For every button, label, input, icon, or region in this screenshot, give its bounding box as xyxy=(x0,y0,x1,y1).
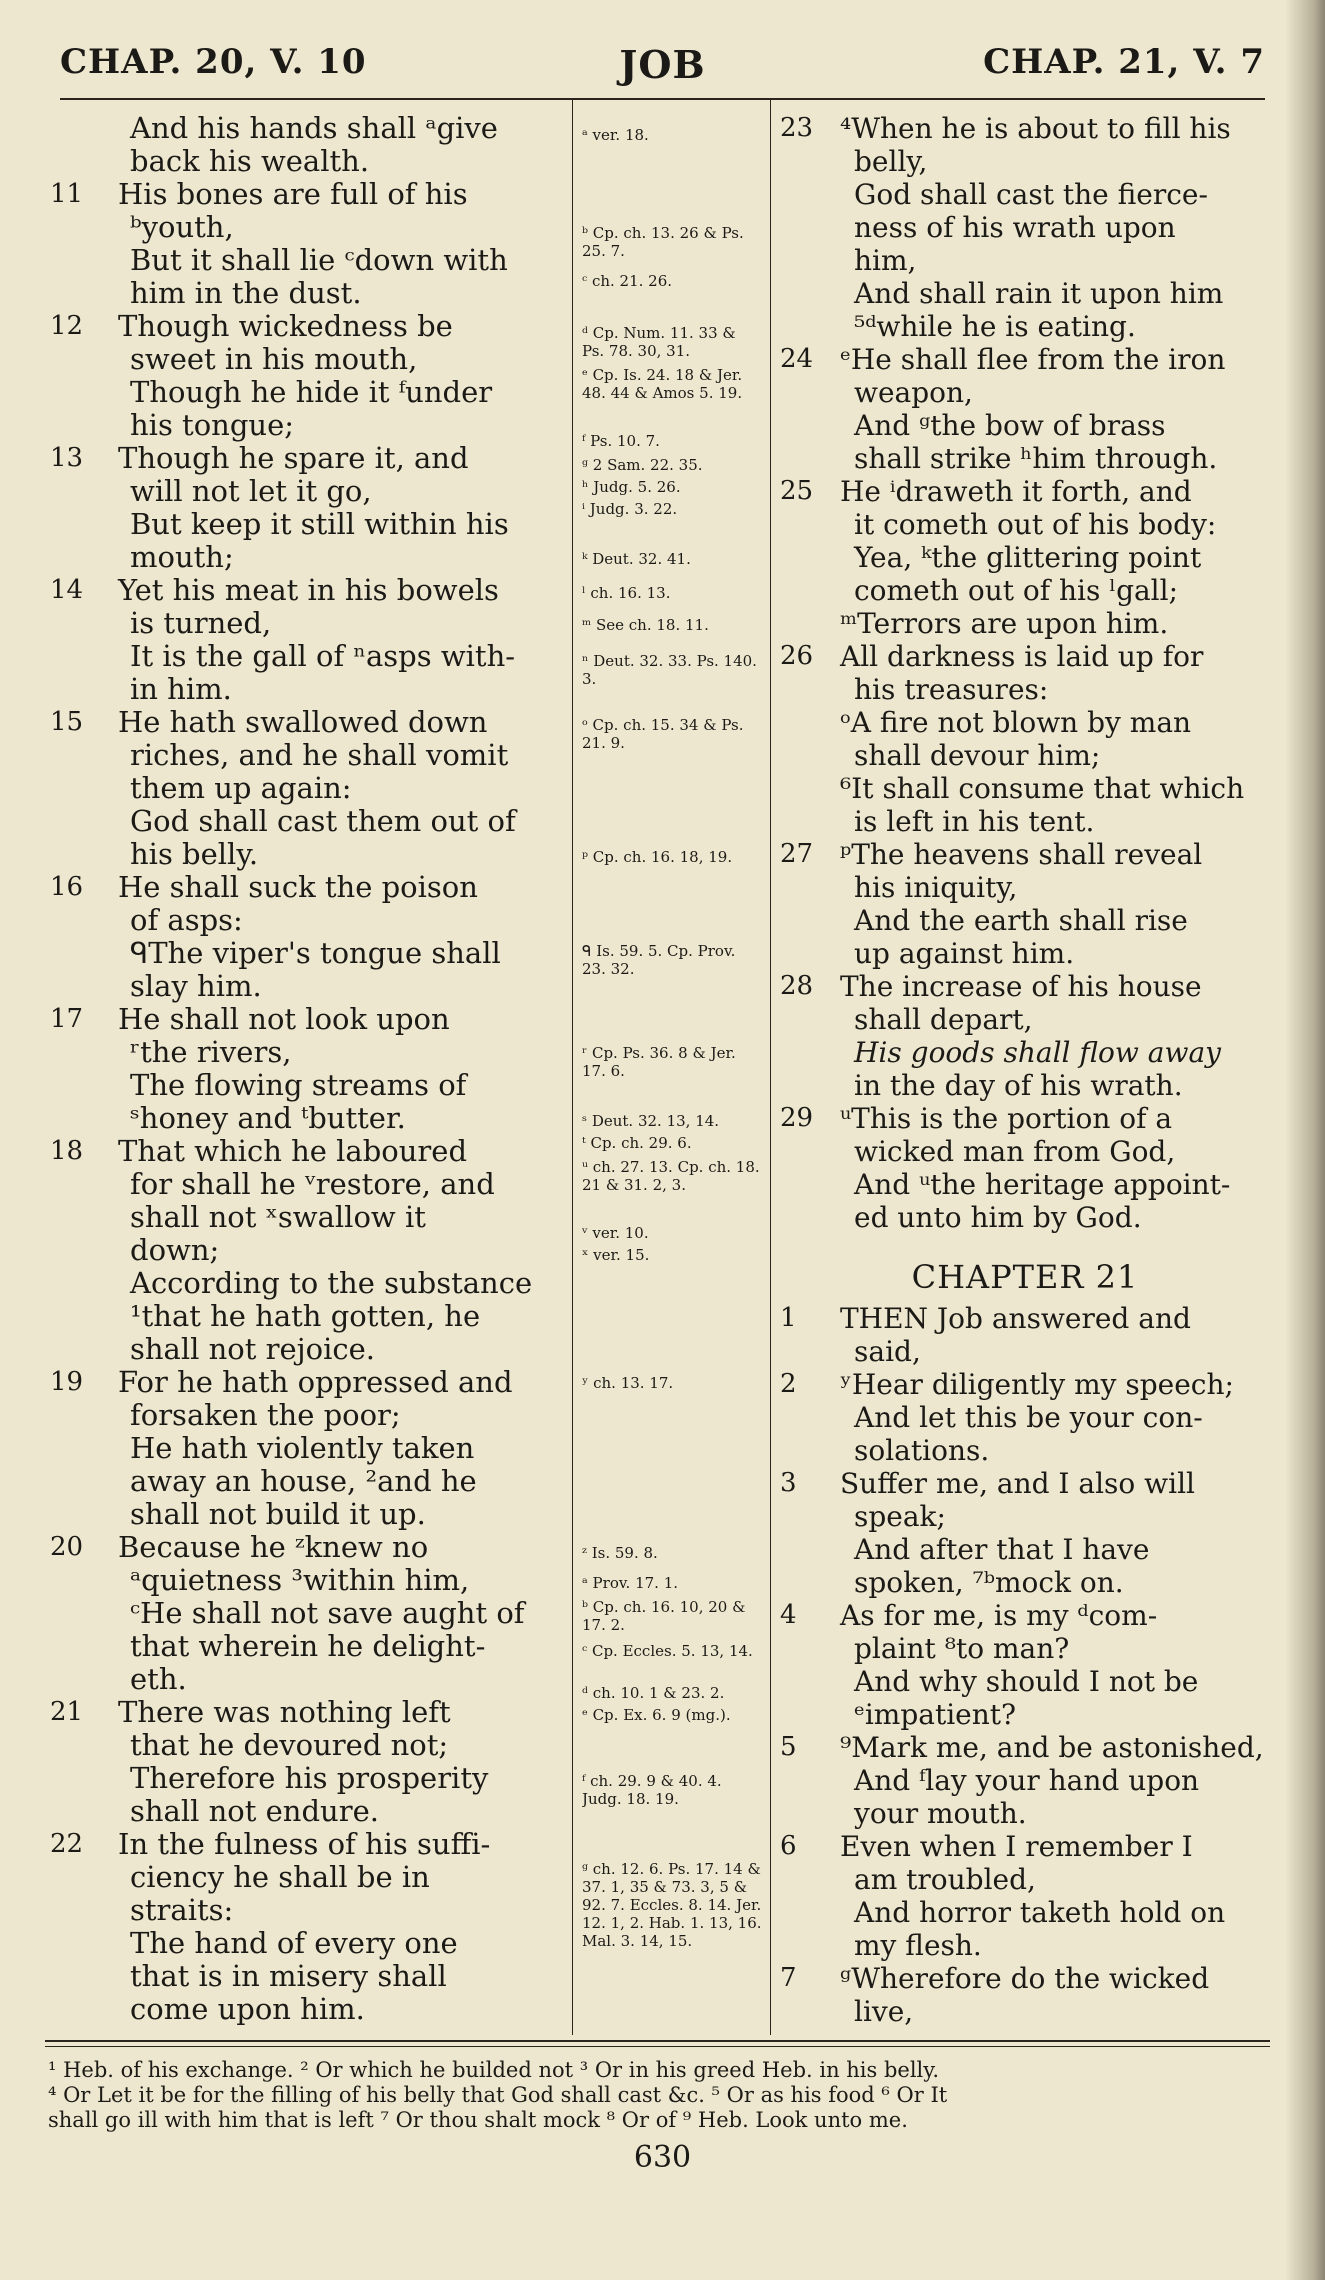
verse-line: ᵘThis is the portion of a xyxy=(840,1102,1173,1135)
verse-line: spoken, ⁷ᵇmock on. xyxy=(854,1566,1124,1599)
verse-number: 27 xyxy=(780,839,814,869)
verse-number: 3 xyxy=(780,1468,797,1498)
verse-21-2 xyxy=(780,1368,1270,1467)
verse-line: mouth; xyxy=(130,540,234,574)
verse-number: 23 xyxy=(780,113,814,143)
verse-line: And his hands shall ᵃgive xyxy=(130,112,498,145)
verse-line: belly, xyxy=(854,145,928,178)
verse-line: ⁴When he is about to fill his xyxy=(840,112,1231,145)
verse-line: shall depart, xyxy=(854,1003,1033,1036)
verse-line: That which he laboured xyxy=(118,1134,468,1168)
cross-reference: ˡ ch. 16. 13. xyxy=(582,584,671,602)
verse-line: The flowing streams of xyxy=(130,1068,467,1102)
column-divider-left xyxy=(572,100,573,2035)
verse-line: All darkness is laid up for xyxy=(840,640,1204,673)
verse-line: And horror taketh hold on xyxy=(854,1896,1226,1929)
verse-line: him in the dust. xyxy=(130,276,362,310)
verse-line: that he devoured not; xyxy=(130,1728,449,1762)
verse-20-24 xyxy=(780,343,1270,475)
verse-line: riches, and he shall vomit xyxy=(130,738,509,772)
verse-line: ᵖThe heavens shall reveal xyxy=(840,838,1203,871)
verse-number: 18 xyxy=(50,1136,84,1166)
verse-line: ciency he shall be in xyxy=(130,1860,430,1894)
verse-line: ᵐTerrors are upon him. xyxy=(840,607,1169,640)
verse-number: 28 xyxy=(780,971,814,1001)
verse-line: Even when I remember I xyxy=(840,1830,1193,1863)
verse-line: He shall not look upon xyxy=(118,1002,450,1036)
verse-line: But keep it still within his xyxy=(130,507,509,541)
verse-line: up against him. xyxy=(854,937,1075,970)
verse-line: ᵃquietness ³within him, xyxy=(130,1563,470,1597)
verse-line: There was nothing left xyxy=(118,1695,451,1729)
verse-number: 7 xyxy=(780,1963,797,1993)
verse-20-28 xyxy=(780,970,1270,1102)
verse-line: away an house, ²and he xyxy=(130,1464,477,1498)
cross-reference: ᵘ ch. 27. 13. Cp. ch. 18. 21 & 31. 2, 3. xyxy=(582,1158,760,1194)
verse-line: live, xyxy=(854,1995,914,2028)
verse-line: of asps: xyxy=(130,903,243,937)
verse-line: slay him. xyxy=(130,969,262,1003)
verse-line: ⁹Mark me, and be astonished, xyxy=(840,1731,1264,1764)
verse-line: Though wickedness be xyxy=(118,309,453,343)
verse-line: And ᵘthe heritage appoint- xyxy=(854,1168,1231,1201)
verse-line: And ᶠlay your hand upon xyxy=(854,1764,1200,1797)
verse-line: God shall cast them out of xyxy=(130,804,516,838)
verse-line: His goods shall flow away xyxy=(854,1036,1221,1069)
cross-reference: ˣ ver. 15. xyxy=(582,1246,650,1264)
verse-line: And shall rain it upon him xyxy=(854,277,1224,310)
cross-reference: ˢ Deut. 32. 13, 14. xyxy=(582,1112,720,1130)
cross-reference: ᵒ Cp. ch. 15. 34 & Ps. 21. 9. xyxy=(582,716,744,752)
verse-20-29 xyxy=(780,1102,1270,1234)
verse-20-22 xyxy=(50,1828,562,2026)
verse-line: solations. xyxy=(854,1434,990,1467)
cross-reference: ᵛ ver. 10. xyxy=(582,1224,649,1242)
verse-20-16 xyxy=(50,871,562,1003)
verse-20-15 xyxy=(50,706,562,871)
verse-number: 21 xyxy=(50,1697,84,1727)
verse-line: that wherein he delight- xyxy=(130,1629,486,1663)
verse-line: ᶜHe shall not save aught of xyxy=(130,1596,525,1630)
verse-line: plaint ⁸to man? xyxy=(854,1632,1070,1665)
verse-line: ᵍWherefore do the wicked xyxy=(840,1962,1210,1995)
verse-line: In the fulness of his suffi- xyxy=(118,1827,491,1861)
verse-number: 12 xyxy=(50,311,84,341)
verse-line: ness of his wrath upon xyxy=(854,211,1176,244)
footnote-line: ¹ Heb. of his exchange. ² Or which he builded not ³ Or in his greed Heb. in his belly. xyxy=(48,2058,940,2082)
verse-number: 19 xyxy=(50,1367,84,1397)
cross-reference: ᵈ Cp. Num. 11. 33 & Ps. 78. 30, 31. xyxy=(582,324,736,360)
verse-number: 4 xyxy=(780,1600,797,1630)
verse-line: weapon, xyxy=(854,376,973,409)
header-rule xyxy=(60,98,1265,100)
verse-line: will not let it go, xyxy=(130,474,372,508)
verse-line: Therefore his prosperity xyxy=(130,1761,489,1795)
footnote-line: ⁴ Or Let it be for the filling of his belly that God shall cast &c. ⁵ Or as his food ⁶ Or It xyxy=(48,2083,948,2107)
verse-20-19 xyxy=(50,1366,562,1531)
cross-reference: ᵉ Cp. Ex. 6. 9 (mg.). xyxy=(582,1706,731,1724)
verse-line: shall strike ʰhim through. xyxy=(854,442,1218,475)
cross-reference: ᵍ 2 Sam. 22. 35. xyxy=(582,456,703,474)
verse-line: It is the gall of ⁿasps with- xyxy=(130,639,516,673)
verse-number: 24 xyxy=(780,344,814,374)
verse-line: eth. xyxy=(130,1662,187,1696)
verse-line: in the day of his wrath. xyxy=(854,1069,1183,1102)
verse-line: sweet in his mouth, xyxy=(130,342,418,376)
verse-line: ᵉimpatient? xyxy=(854,1698,1017,1731)
cross-reference: ᵍ ch. 12. 6. Ps. 17. 14 & 37. 1, 35 & 73. 3, 5 & 92. 7. Eccles. 8. 14. Jer. 12. 1, 2. Hab. 1. 13, 16. Mal. 3. 14, 15. xyxy=(582,1860,762,1950)
verse-line: ʸHear diligently my speech; xyxy=(840,1368,1234,1401)
cross-reference: ʸ ch. 13. 17. xyxy=(582,1374,674,1392)
left-text-column xyxy=(50,112,562,2032)
verse-number: 26 xyxy=(780,641,814,671)
verse-number: 16 xyxy=(50,872,84,902)
cross-reference: ᶜ Cp. Eccles. 5. 13, 14. xyxy=(582,1642,753,1660)
verse-line: down; xyxy=(130,1233,220,1267)
verse-line: ᑫThe viper's tongue shall xyxy=(130,936,501,970)
verse-line: Yet his meat in his bowels xyxy=(118,573,499,607)
verse-line: God shall cast the fierce- xyxy=(854,178,1208,211)
verse-20-27 xyxy=(780,838,1270,970)
verse-21-3 xyxy=(780,1467,1270,1599)
verse-20-25 xyxy=(780,475,1270,640)
cross-reference-column xyxy=(582,112,762,2032)
verse-line: am troubled, xyxy=(854,1863,1036,1896)
verse-line: ed unto him by God. xyxy=(854,1201,1142,1234)
verse-line: And let this be your con- xyxy=(854,1401,1203,1434)
verse-line: him, xyxy=(854,244,917,277)
verse-line: He ⁱdraweth it forth, and xyxy=(840,475,1192,508)
column-divider-right xyxy=(770,100,771,2035)
verse-line: And the earth shall rise xyxy=(854,904,1188,937)
verse-line: is turned, xyxy=(130,606,272,640)
verse-line: forsaken the poor; xyxy=(130,1398,401,1432)
verse-line: wicked man from God, xyxy=(854,1135,1176,1168)
verse-line: shall not ˣswallow it xyxy=(130,1200,426,1234)
cross-reference: ⁱ Judg. 3. 22. xyxy=(582,500,678,518)
verse-number: 14 xyxy=(50,575,84,605)
cross-reference: ᶻ Is. 59. 8. xyxy=(582,1544,658,1562)
verse-line: that is in misery shall xyxy=(130,1959,447,1993)
verse-20-21 xyxy=(50,1696,562,1828)
verse-line: shall devour him; xyxy=(854,739,1101,772)
verse-line: his belly. xyxy=(130,837,259,871)
verse-line: As for me, is my ᵈcom- xyxy=(840,1599,1158,1632)
verse-line: And why should I not be xyxy=(854,1665,1199,1698)
verse-20-12 xyxy=(50,310,562,442)
footnotes xyxy=(48,2058,1268,2133)
verse-line: shall not endure. xyxy=(130,1794,379,1828)
verse-21-1 xyxy=(780,1302,1270,1368)
verse-line: For he hath oppressed and xyxy=(118,1365,513,1399)
cross-reference: ᵃ Prov. 17. 1. xyxy=(582,1574,679,1592)
verse-line: Because he ᶻknew no xyxy=(118,1530,429,1564)
verse-line: ¹that he hath gotten, he xyxy=(130,1299,481,1333)
verse-number: 11 xyxy=(50,179,84,209)
footnote-rule xyxy=(45,2040,1270,2042)
cross-reference: ʳ Cp. Ps. 36. 8 & Jer. 17. 6. xyxy=(582,1044,736,1080)
verse-line: his treasures: xyxy=(854,673,1049,706)
verse-number: 25 xyxy=(780,476,814,506)
verse-line: Though he spare it, and xyxy=(118,441,469,475)
verse-number: 1 xyxy=(780,1303,797,1333)
verse-number: 5 xyxy=(780,1732,797,1762)
verse-line: said, xyxy=(854,1335,921,1368)
verse-line: it cometh out of his body: xyxy=(854,508,1217,541)
verse-20-14 xyxy=(50,574,562,706)
cross-reference: ᑫ Is. 59. 5. Cp. Prov. 23. 32. xyxy=(582,942,736,978)
running-header xyxy=(60,42,1265,92)
verse-line: speak; xyxy=(854,1500,946,1533)
verse-line: According to the substance xyxy=(130,1266,533,1300)
chapter-heading: CHAPTER 21 xyxy=(911,1258,1139,1296)
verse-line: THEN Job answered and xyxy=(840,1302,1191,1335)
verse-21-7 xyxy=(780,1962,1270,2028)
verse-line: He hath violently taken xyxy=(130,1431,475,1465)
verse-line: back his wealth. xyxy=(130,144,370,178)
cross-reference: ᶠ Ps. 10. 7. xyxy=(582,432,660,450)
cross-reference: ⁿ Deut. 32. 33. Ps. 140. 3. xyxy=(582,652,757,688)
page-number: 630 xyxy=(633,2140,692,2175)
verse-line: Though he hide it ᶠunder xyxy=(130,375,493,409)
verse-20-11 xyxy=(50,178,562,310)
verse-line: cometh out of his ˡgall; xyxy=(854,574,1179,607)
cross-reference: ᵇ Cp. ch. 16. 10, 20 & 17. 2. xyxy=(582,1598,746,1634)
cross-reference: ᶜ ch. 21. 26. xyxy=(582,272,673,290)
verse-number: 13 xyxy=(50,443,84,473)
verse-20-13 xyxy=(50,442,562,574)
verse-line: ⁵ᵈwhile he is eating. xyxy=(854,310,1136,343)
verse-line: them up again: xyxy=(130,771,352,805)
verse-number: 6 xyxy=(780,1831,797,1861)
verse-line: come upon him. xyxy=(130,1992,365,2026)
verse-line: ᵒA fire not blown by man xyxy=(840,706,1192,739)
verse-21-4 xyxy=(780,1599,1270,1731)
verse-number: 17 xyxy=(50,1004,84,1034)
verse-line: is left in his tent. xyxy=(854,805,1095,838)
verse-number: 29 xyxy=(780,1103,814,1133)
verse-line: But it shall lie ᶜdown with xyxy=(130,243,508,277)
verse-line: He hath swallowed down xyxy=(118,705,488,739)
verse-line: He shall suck the poison xyxy=(118,870,478,904)
header-chapter-start: CHAP. 20, V. 10 xyxy=(60,42,367,82)
header-chapter-end: CHAP. 21, V. 7 xyxy=(983,42,1265,82)
verse-line: his tongue; xyxy=(130,408,295,442)
footnote-line: shall go ill with him that is left ⁷ Or thou shalt mock ⁸ Or of ⁹ Heb. Look unto me. xyxy=(48,2108,908,2132)
cross-reference: ᵖ Cp. ch. 16. 18, 19. xyxy=(582,848,733,866)
cross-reference: ᵈ ch. 10. 1 & 23. 2. xyxy=(582,1684,725,1702)
cross-reference: ᵏ Deut. 32. 41. xyxy=(582,550,691,568)
verse-20-26 xyxy=(780,640,1270,838)
verse-line: straits: xyxy=(130,1893,234,1927)
verse-20-20 xyxy=(50,1531,562,1696)
verse-line: my flesh. xyxy=(854,1929,982,1962)
cross-reference: ᵃ ver. 18. xyxy=(582,126,649,144)
right-text-column xyxy=(780,112,1270,2032)
verse-21-5 xyxy=(780,1731,1270,1830)
verse-21-6 xyxy=(780,1830,1270,1962)
verse-number: 22 xyxy=(50,1829,84,1859)
verse-20-18 xyxy=(50,1135,562,1366)
verse-number: 2 xyxy=(780,1369,797,1399)
verse-line: ⁶It shall consume that which xyxy=(840,772,1245,805)
cross-reference: ᶠ ch. 29. 9 & 40. 4. Judg. 18. 19. xyxy=(582,1772,722,1808)
verse-line: ᵇyouth, xyxy=(130,210,234,244)
verse-line: ʳthe rivers, xyxy=(130,1035,292,1069)
cross-reference: ʰ Judg. 5. 26. xyxy=(582,478,681,496)
verse-line: his iniquity, xyxy=(854,871,1018,904)
cross-reference: ᵐ See ch. 18. 11. xyxy=(582,616,709,634)
header-book-title: JOB xyxy=(619,42,706,87)
verse-line: shall not build it up. xyxy=(130,1497,426,1531)
verse-20-23 xyxy=(780,112,1270,343)
verse-line: shall not rejoice. xyxy=(130,1332,375,1366)
cross-reference: ᵉ Cp. Is. 24. 18 & Jer. 48. 44 & Amos 5. 19. xyxy=(582,366,743,402)
verse-line: for shall he ᵛrestore, and xyxy=(130,1167,495,1201)
verse-line: ᵉHe shall flee from the iron xyxy=(840,343,1226,376)
cross-reference: ᵗ Cp. ch. 29. 6. xyxy=(582,1134,692,1152)
verse-number: 20 xyxy=(50,1532,84,1562)
verse-line: And after that I have xyxy=(854,1533,1150,1566)
verse-line: Suffer me, and I also will xyxy=(840,1467,1196,1500)
verse-20-10 xyxy=(50,112,562,178)
verse-number: 15 xyxy=(50,707,84,737)
verse-line: ˢhoney and ᵗbutter. xyxy=(130,1101,406,1135)
verse-line: your mouth. xyxy=(854,1797,1027,1830)
verse-line: in him. xyxy=(130,672,232,706)
binding-shadow xyxy=(1285,0,1325,2280)
verse-line: The increase of his house xyxy=(840,970,1202,1003)
verse-line: The hand of every one xyxy=(130,1926,458,1960)
verse-line: And ᵍthe bow of brass xyxy=(854,409,1166,442)
verse-line: Yea, ᵏthe glittering point xyxy=(854,541,1202,574)
footnote-rule-thin xyxy=(45,2046,1270,2047)
cross-reference: ᵇ Cp. ch. 13. 26 & Ps. 25. 7. xyxy=(582,224,744,260)
verse-line: His bones are full of his xyxy=(118,177,468,211)
verse-20-17 xyxy=(50,1003,562,1135)
